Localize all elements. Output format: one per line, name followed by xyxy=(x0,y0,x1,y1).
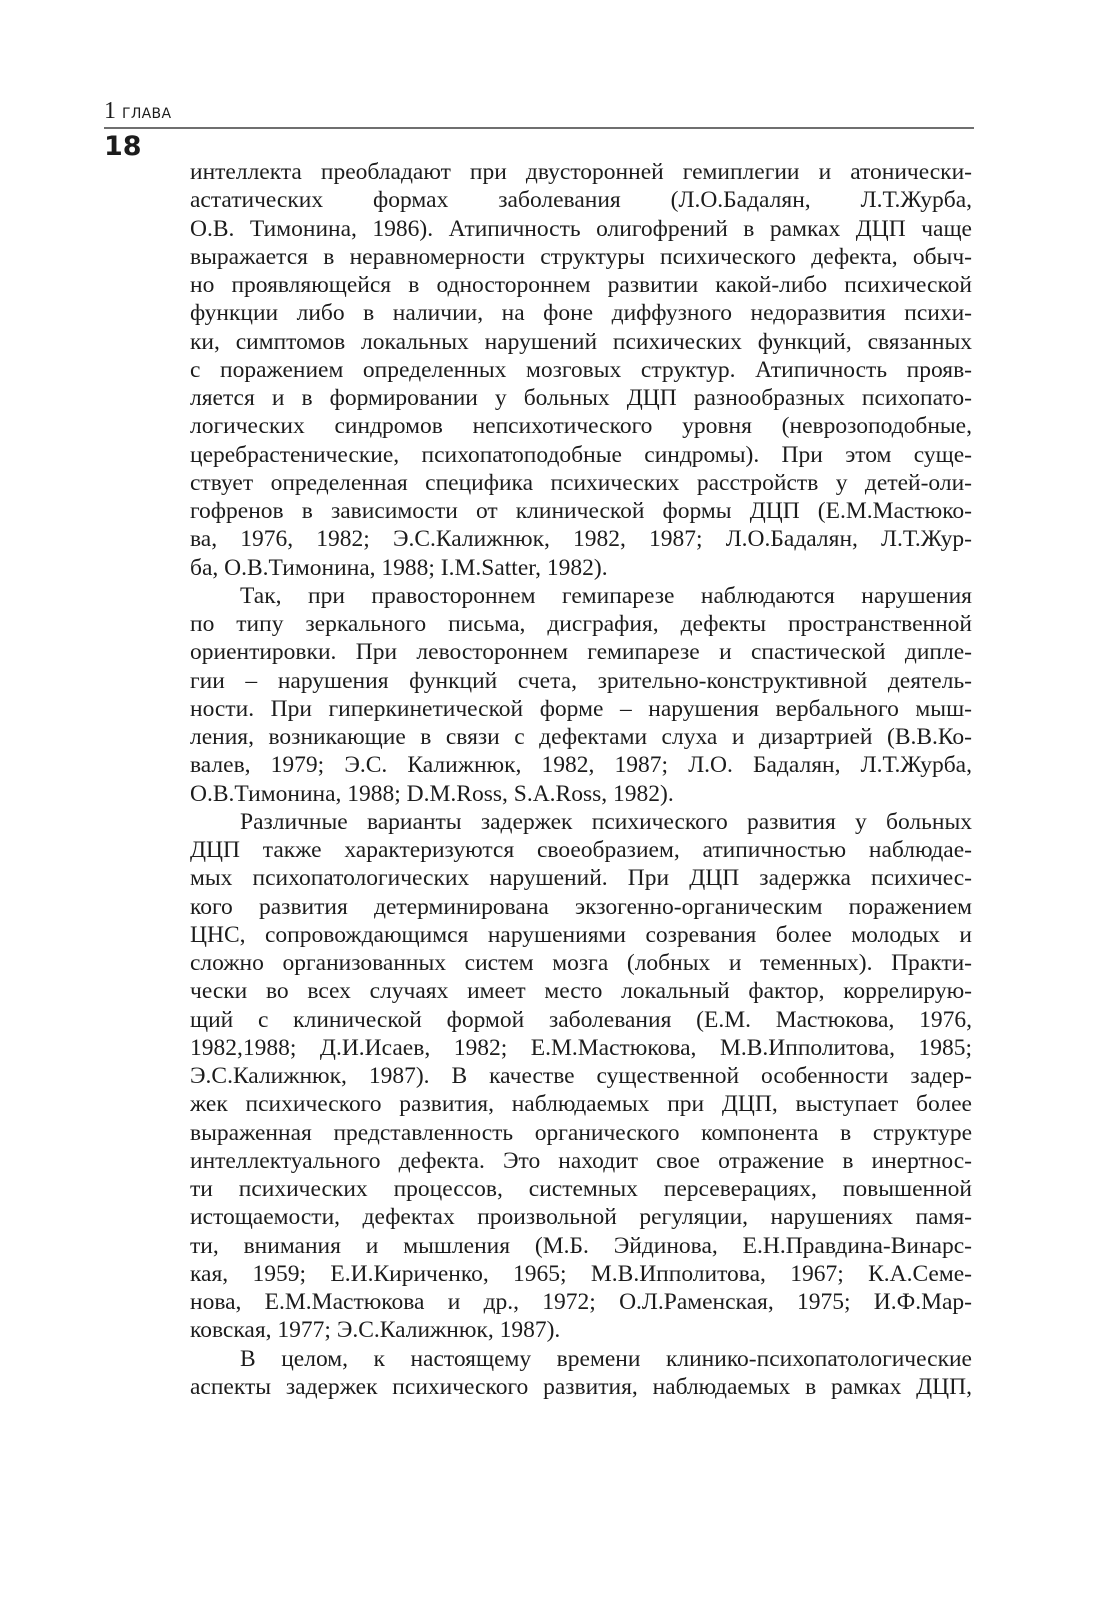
text-line: кого развития детерминирована экзогенно-органическим поражением xyxy=(190,893,972,920)
text-line: ориентировки. При левостороннем гемипарезе и спастической дипле- xyxy=(190,639,972,666)
text-line: нова, Е.М.Мастюкова и др., 1972; О.Л.Раменская, 1975; И.Ф.Мар- xyxy=(190,1289,972,1315)
text-line: сложно организованных систем мозга (лобных и теменных). Практи- xyxy=(190,950,972,976)
text-line: О.В.Тимонина, 1988; D.M.Ross, S.A.Ross, 1982). xyxy=(190,780,674,807)
text-line: ва, 1976, 1982; Э.С.Калижнюк, 1982, 1987; Л.О.Бадалян, Л.Т.Жур- xyxy=(190,526,972,553)
text-line: выражается в неравномерности структуры психического дефекта, обыч- xyxy=(190,243,972,270)
text-line: гии – нарушения функций счета, зрительно-конструктивной деятель- xyxy=(190,667,972,694)
text-line: интеллектуального дефекта. Это находит свое отражение в инертнос- xyxy=(190,1147,972,1174)
text-line: чески во всех случаях имеет место локальный фактор, коррелирую- xyxy=(190,978,972,1005)
text-line: но проявляющейся в одностороннем развитии какой-либо психической xyxy=(190,272,972,298)
text-line: валев, 1979; Э.С. Калижнюк, 1982, 1987; Л.О. Бадалян, Л.Т.Журба, xyxy=(190,752,972,779)
text-line: О.В. Тимонина, 1986). Атипичность олигофрений в рамках ДЦП чаще xyxy=(190,215,972,242)
chapter-label: ГЛАВА xyxy=(122,106,172,122)
text-line: выраженная представленность органического компонента в структуре xyxy=(190,1119,972,1146)
text-line: ба, О.В.Тимонина, 1988; I.M.Satter, 1982). xyxy=(190,554,608,581)
paragraph-4 xyxy=(190,1345,972,1402)
text-line: В целом, к настоящему времени клинико-психопатологические xyxy=(240,1345,972,1372)
text-line: ляется и в формировании у больных ДЦП разнообразных психопато- xyxy=(190,385,972,411)
chapter-number: 1 xyxy=(104,98,116,124)
text-line: ности. При гиперкинетической форме – нарушения вербального мыш- xyxy=(190,695,972,722)
text-line: церебрастенические, психопатоподобные синдромы). При этом суще- xyxy=(190,441,972,468)
text-line: по типу зеркального письма, дисграфия, дефекты пространственной xyxy=(190,611,972,637)
header-rule xyxy=(104,127,974,129)
text-line: интеллекта преобладают при двусторонней гемиплегии и атонически- xyxy=(190,159,972,185)
text-line: Так, при правостороннем гемипарезе наблюдаются нарушения xyxy=(240,582,972,609)
text-line: ления, возникающие в связи с дефектами слуха и дизартрией (В.В.Ко- xyxy=(190,724,972,750)
text-line: ДЦП также характеризуются своеобразием, атипичностью наблюдае- xyxy=(190,837,972,863)
text-line: ствует определенная специфика психических расстройств у детей-оли- xyxy=(190,469,972,496)
text-line: логических синдромов непсихотического уровня (неврозоподобные, xyxy=(190,413,972,440)
body-text xyxy=(190,158,972,1401)
running-header xyxy=(104,98,974,124)
page-number: 18 xyxy=(104,131,142,162)
text-line: кая, 1959; Е.И.Кириченко, 1965; М.В.Ипполитова, 1967; К.А.Семе- xyxy=(190,1260,972,1287)
text-line: щий с клинической формой заболевания (Е.М. Мастюкова, 1976, xyxy=(190,1006,972,1033)
paragraph-1 xyxy=(190,158,972,582)
text-line: ти, внимания и мышления (М.Б. Эйдинова, Е.Н.Правдина-Винарс- xyxy=(190,1232,972,1259)
text-line: с поражением определенных мозговых структур. Атипичность прояв- xyxy=(190,356,972,383)
text-line: ти психических процессов, системных персеверациях, повышенной xyxy=(190,1176,972,1202)
text-line: мых психопатологических нарушений. При ДЦП задержка психичес- xyxy=(190,865,972,892)
text-line: 1982,1988; Д.И.Исаев, 1982; Е.М.Мастюкова, М.В.Ипполитова, 1985; xyxy=(190,1034,972,1061)
text-line: Э.С.Калижнюк, 1987). В качестве существенной особенности задер- xyxy=(190,1063,972,1089)
text-line: ковская, 1977; Э.С.Калижнюк, 1987). xyxy=(190,1317,561,1344)
text-line: аспекты задержек психического развития, наблюдаемых в рамках ДЦП, xyxy=(190,1373,972,1400)
text-line: истощаемости, дефектах произвольной регуляции, нарушениях памя- xyxy=(190,1204,972,1231)
text-line: жек психического развития, наблюдаемых при ДЦП, выступает более xyxy=(190,1091,972,1118)
text-line: ки, симптомов локальных нарушений психических функций, связанных xyxy=(190,328,972,355)
paragraph-2 xyxy=(190,582,972,808)
text-line: Различные варианты задержек психического развития у больных xyxy=(240,808,972,835)
text-line: гофренов в зависимости от клинической формы ДЦП (Е.М.Мастюко- xyxy=(190,498,972,524)
text-line: астатических формах заболевания (Л.О.Бадалян, Л.Т.Журба, xyxy=(190,187,972,214)
paragraph-3 xyxy=(190,808,972,1345)
text-line: функции либо в наличии, на фоне диффузного недоразвития психи- xyxy=(190,300,972,327)
text-line: ЦНС, сопровождающимся нарушениями созревания более молодых и xyxy=(190,921,972,948)
